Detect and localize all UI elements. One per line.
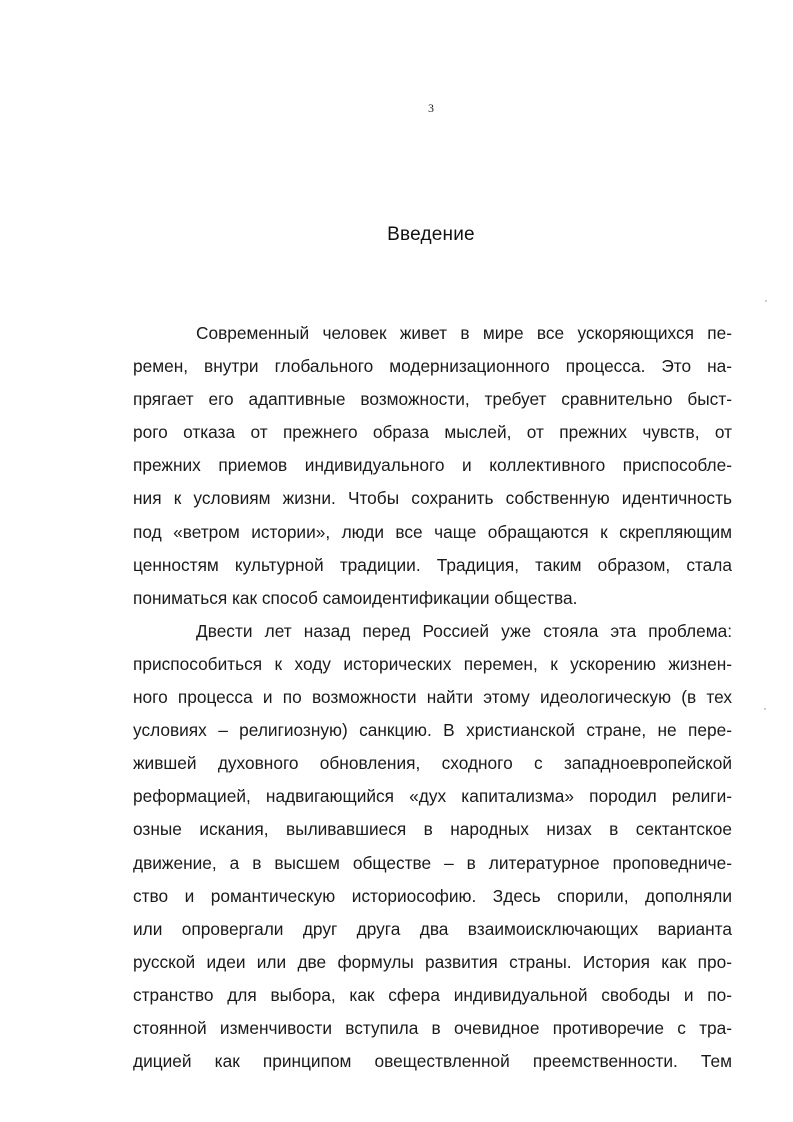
text-line: пониматься как способ самоидентификации общества.	[133, 587, 578, 608]
text-line: дицией как принципом овеществленной преемственности. Тем	[133, 1051, 732, 1072]
text-line: реформацией, надвигающийся «дух капитализма» породил религи-	[133, 786, 732, 807]
paragraph	[133, 317, 732, 615]
text-line: озные искания, выливавшиеся в народных низах в сектантское	[133, 819, 732, 840]
text-line: жившей духовного обновления, сходного с западноевропейской	[133, 753, 732, 774]
text-line: стоянной изменчивости вступила в очевидное противоречие с тра-	[133, 1017, 732, 1038]
text-line: русской идеи или две формулы развития страны. История как про-	[133, 951, 732, 972]
section-heading: Введение	[387, 224, 475, 245]
text-line: странство для выбора, как сфера индивидуальной свободы и по-	[133, 984, 732, 1005]
text-line: прягает его адаптивные возможности, требует сравнительно быст-	[133, 389, 732, 410]
text-line: прежних приемов индивидуального и коллективного приспособле-	[133, 455, 732, 476]
text-line: ного процесса и по возможности найти этому идеологическую (в тех	[133, 687, 732, 708]
text-line: Современный человек живет в мире все ускоряющихся пе-	[196, 323, 732, 343]
text-line: ценностям культурной традиции. Традиция, таким образом, стала	[133, 554, 732, 575]
scan-speck	[764, 708, 766, 710]
text-line: ния к условиям жизни. Чтобы сохранить собственную идентичность	[133, 488, 732, 509]
body-text	[133, 317, 732, 1078]
text-line: под «ветром истории», люди все чаще обращаются к скрепляющим	[133, 521, 732, 542]
text-line: рого отказа от прежнего образа мыслей, от прежних чувств, от	[133, 422, 732, 443]
text-line: или опровергали друг друга два взаимоисключающих варианта	[133, 918, 732, 939]
text-line: Двести лет назад перед Россией уже стояла эта проблема:	[196, 620, 732, 641]
text-line: приспособиться к ходу исторических перемен, к ускорению жизнен-	[133, 653, 732, 674]
text-line: ремен, внутри глобального модернизационного процесса. Это на-	[133, 356, 732, 377]
text-line: движение, а в высшем обществе – в литературное проповедниче-	[133, 852, 732, 873]
text-line: ство и романтическую историософию. Здесь спорили, дополняли	[133, 885, 732, 906]
paragraph	[133, 615, 732, 1078]
text-line: условиях – религиозную) санкцию. В христианской стране, не пере-	[133, 720, 732, 741]
scan-speck	[765, 300, 767, 302]
page-number: 3	[428, 101, 434, 115]
